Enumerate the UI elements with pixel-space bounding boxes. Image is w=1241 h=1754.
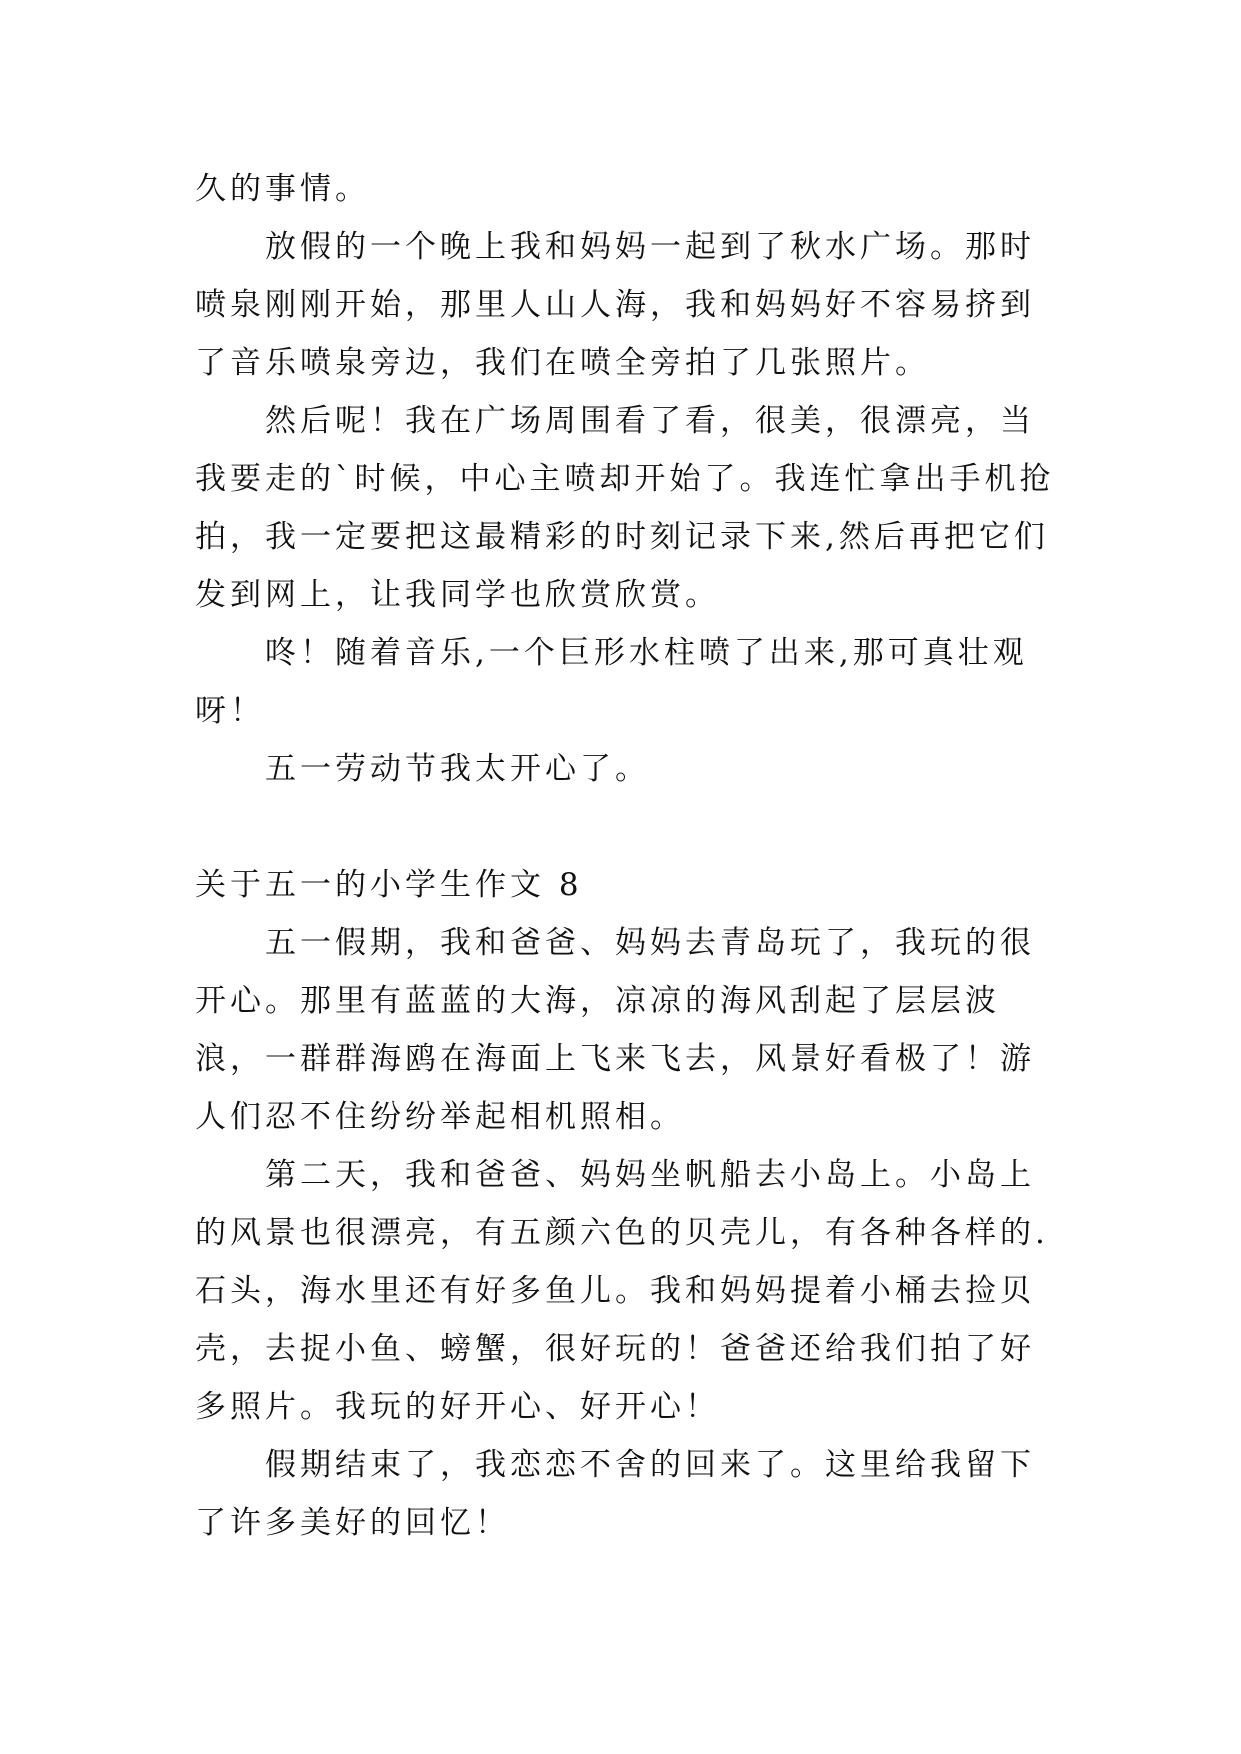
- paragraph: 第二天，我和爸爸、妈妈坐帆船去小岛上。小岛上的风景也很漂亮，有五颜六色的贝壳儿，有各种各样的.石头，海水里还有好多鱼儿。我和妈妈提着小桶去捡贝壳，去捉小鱼、螃蟹，很好玩的！爸爸还给我们拍了好多照片。我玩的好开心、好开心！: [195, 1157, 1049, 1425]
- paragraph: 然后呢！我在广场周围看了看，很美，很漂亮，当我要走的`时候，中心主喷却开始了。我连忙拿出手机抢拍，我一定要把这最精彩的时刻记录下来,然后再把它们发到网上，让我同学也欣赏欣赏。: [195, 403, 1055, 613]
- paragraph: 五一劳动节我太开心了。: [265, 751, 650, 787]
- paragraph: 放假的一个晚上我和妈妈一起到了秋水广场。那时喷泉刚刚开始，那里人山人海，我和妈妈好不容易挤到了音乐喷泉旁边，我们在喷全旁拍了几张照片。: [195, 229, 1035, 381]
- section-title: 关于五一的小学生作文 8: [195, 867, 583, 903]
- paragraph: 咚！随着音乐,一个巨形水柱喷了出来,那可真壮观呀！: [195, 635, 1028, 729]
- paragraph-continuation: 久的事情。: [195, 171, 370, 207]
- document-body: [195, 160, 1055, 1552]
- paragraph: 五一假期，我和爸爸、妈妈去青岛玩了，我玩的很开心。那里有蓝蓝的大海，凉凉的海风刮起了层层波浪，一群群海鸥在海面上飞来飞去，风景好看极了！游人们忍不住纷纷举起相机照相。: [195, 925, 1035, 1135]
- paragraph: 假期结束了，我恋恋不舍的回来了。这里给我留下了许多美好的回忆！: [195, 1447, 1035, 1541]
- section-spacer: [195, 798, 1055, 856]
